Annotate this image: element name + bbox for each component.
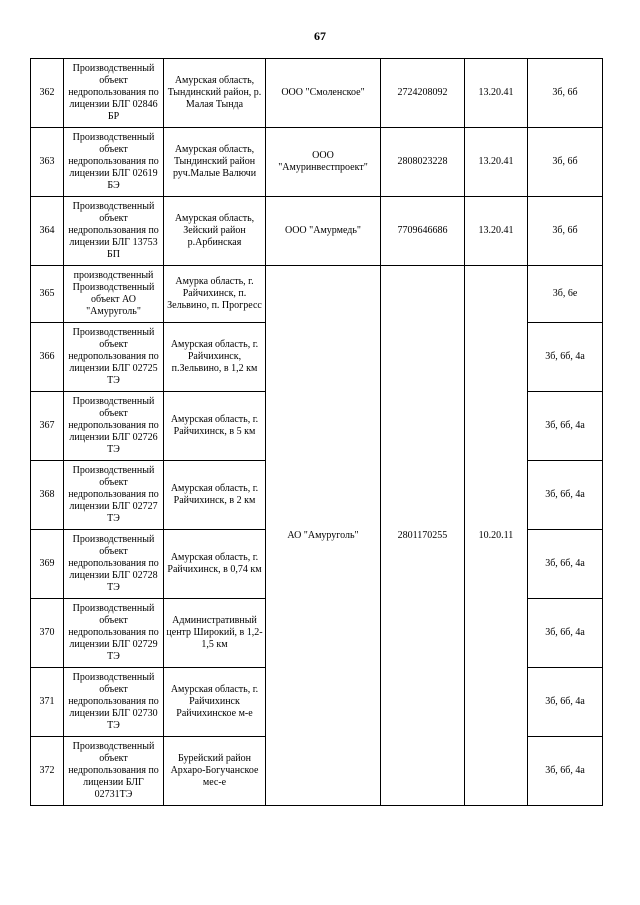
organization-name: ООО "Амурмедь" xyxy=(266,197,381,266)
row-number: 363 xyxy=(31,128,64,197)
object-location: Амурская область, г. Райчихинск Райчихинское м-е xyxy=(164,668,266,737)
object-location: Административный центр Широкий, в 1,2-1,5 км xyxy=(164,599,266,668)
inn-value: 2724208092 xyxy=(381,59,465,128)
table-row xyxy=(31,128,603,197)
object-name: Производственный объект недропользования по лицензии БЛГ 13753 БП xyxy=(64,197,164,266)
object-location: Амурская область, г. Райчихинск, в 5 км xyxy=(164,392,266,461)
category-code: 3б, 6б, 4а xyxy=(528,737,603,806)
row-number: 371 xyxy=(31,668,64,737)
inn-value: 2808023228 xyxy=(381,128,465,197)
category-code: 3б, 6б xyxy=(528,59,603,128)
organization-name: ООО "Амуринвестпроект" xyxy=(266,128,381,197)
object-location: Бурейский район Архаро-Богучанское мес-е xyxy=(164,737,266,806)
object-name: производственный Производственный объект АО "Амуруголь" xyxy=(64,266,164,323)
row-number: 367 xyxy=(31,392,64,461)
category-code: 3б, 6б xyxy=(528,128,603,197)
organization-name: АО "Амуруголь" xyxy=(266,266,381,806)
object-location: Амурская область, Тындинский район, р. Малая Тында xyxy=(164,59,266,128)
category-code: 3б, 6е xyxy=(528,266,603,323)
object-name: Производственный объект недропользования по лицензии БЛГ 02727 ТЭ xyxy=(64,461,164,530)
object-name: Производственный объект недропользования по лицензии БЛГ 02730 ТЭ xyxy=(64,668,164,737)
okved-code: 13.20.41 xyxy=(465,59,528,128)
category-code: 3б, 6б, 4а xyxy=(528,668,603,737)
organization-name: ООО "Смоленское" xyxy=(266,59,381,128)
row-number: 365 xyxy=(31,266,64,323)
inn-value: 2801170255 xyxy=(381,266,465,806)
category-code: 3б, 6б, 4а xyxy=(528,599,603,668)
row-number: 368 xyxy=(31,461,64,530)
object-location: Амурская область, Тындинский район руч.Малые Валючи xyxy=(164,128,266,197)
object-name: Производственный объект недропользования по лицензии БЛГ 02728 ТЭ xyxy=(64,530,164,599)
category-code: 3б, 6б xyxy=(528,197,603,266)
table-row xyxy=(31,266,603,323)
object-name: Производственный объект недропользования по лицензии БЛГ 02729 ТЭ xyxy=(64,599,164,668)
okved-code: 10.20.11 xyxy=(465,266,528,806)
object-location: Амурская область, г. Райчихинск, в 2 км xyxy=(164,461,266,530)
category-code: 3б, 6б, 4а xyxy=(528,323,603,392)
row-number: 369 xyxy=(31,530,64,599)
object-name: Производственный объект недропользования по лицензии БЛГ 02619 БЭ xyxy=(64,128,164,197)
row-number: 366 xyxy=(31,323,64,392)
row-number: 370 xyxy=(31,599,64,668)
object-name: Производственный объект недропользования по лицензии БЛГ 02846 БР xyxy=(64,59,164,128)
category-code: 3б, 6б, 4а xyxy=(528,392,603,461)
page-number: 67 xyxy=(314,29,326,43)
registry-table xyxy=(30,58,603,806)
okved-code: 13.20.41 xyxy=(465,197,528,266)
object-name: Производственный объект недропользования по лицензии БЛГ 02725 ТЭ xyxy=(64,323,164,392)
object-location: Амурская область, г. Райчихинск, в 0,74 км xyxy=(164,530,266,599)
object-name: Производственный объект недропользования по лицензии БЛГ 02731ТЭ xyxy=(64,737,164,806)
row-number: 362 xyxy=(31,59,64,128)
object-location: Амурская область, Зейский район р.Арбинская xyxy=(164,197,266,266)
object-location: Амурка область, г. Райчихинск, п. Зельвино, п. Прогресс xyxy=(164,266,266,323)
object-name: Производственный объект недропользования по лицензии БЛГ 02726 ТЭ xyxy=(64,392,164,461)
okved-code: 13.20.41 xyxy=(465,128,528,197)
table-row xyxy=(31,59,603,128)
category-code: 3б, 6б, 4а xyxy=(528,461,603,530)
table-row xyxy=(31,197,603,266)
inn-value: 7709646686 xyxy=(381,197,465,266)
row-number: 372 xyxy=(31,737,64,806)
row-number: 364 xyxy=(31,197,64,266)
object-location: Амурская область, г. Райчихинск, п.Зельвино, в 1,2 км xyxy=(164,323,266,392)
category-code: 3б, 6б, 4а xyxy=(528,530,603,599)
